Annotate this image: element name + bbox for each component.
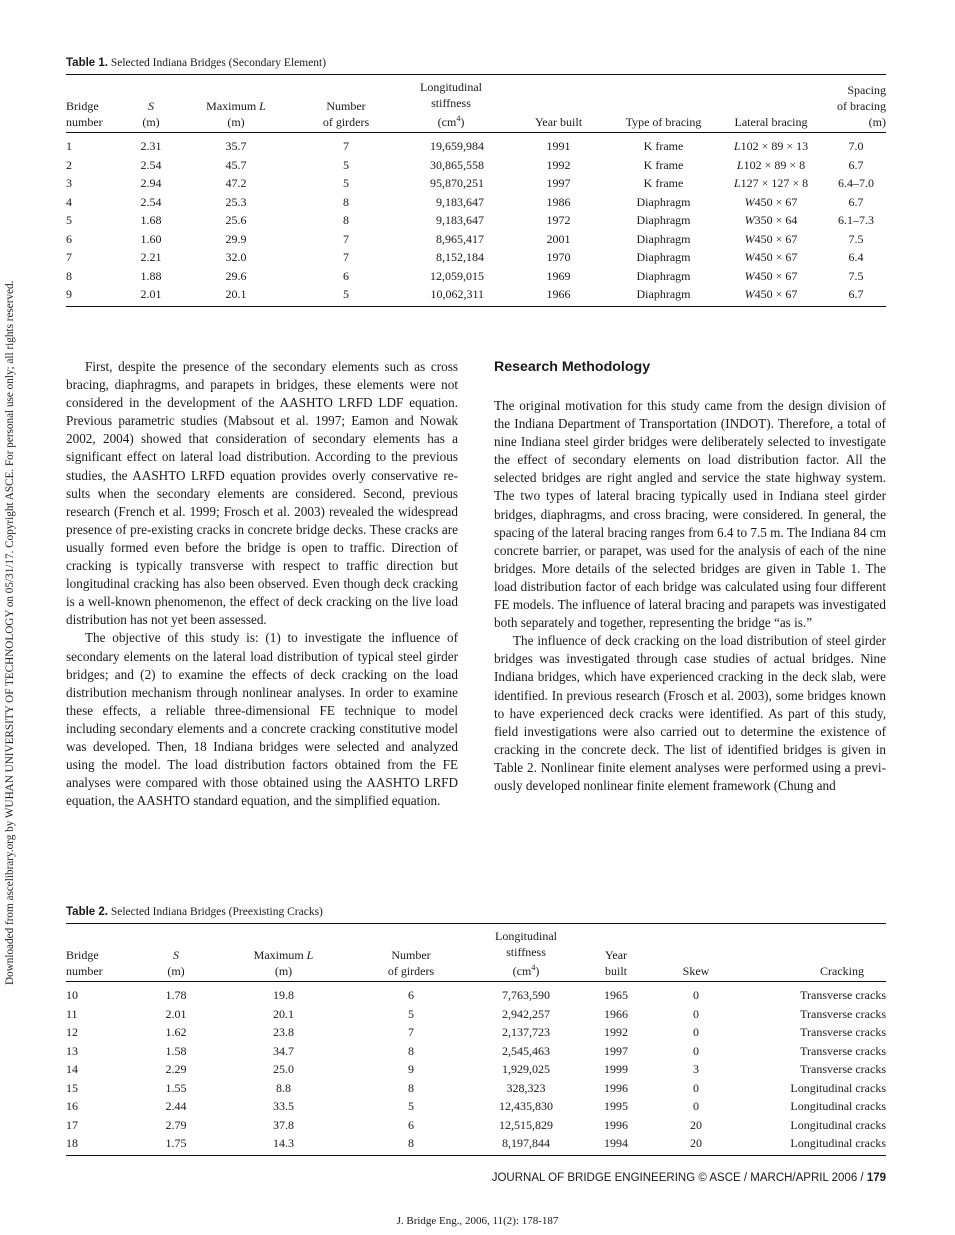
cell-max-l: 33.5 xyxy=(273,1099,294,1113)
paragraph: First, despite the presence of the secondary elements such as cross bracing, diaphragms, and parapets in bridges, these elements were not considered in the development of the AASHTO LRFD LDF equation. Previous parametric studies (Mabsout et al. 1997; Eamon and Nowak 2002, 2004) showed that consideration of secondary elements has a significant effect on lateral load distribution. According to the previous studies, the AASHTO LRFD equation provides overly conservative results when the secondary elements are considered. Second, previous research (French et al. 1999; Frosch et al. 2003) revealed the widespread presence of pre-existing cracks in concrete bridge decks. These cracks are usually formed even before the bridge is open to traffic. Direction of cracking is typically transverse with respect to traffic direction but longitudinal cracking has also been observed. Even though deck cracking is a well-known phenomenon, the effect of deck cracking on the live load distribution has not yet been assessed. xyxy=(66,359,458,628)
cell-cracking: Longitudinal cracks xyxy=(790,1136,886,1150)
table-row xyxy=(66,1079,886,1098)
cell-year-built: 1965 xyxy=(604,988,628,1002)
cell-girders: 8 xyxy=(343,213,349,227)
citation: J. Bridge Eng., 2006, 11(2): 178-187 xyxy=(396,1215,559,1227)
cell-year-built: 1995 xyxy=(604,1099,628,1113)
table-row xyxy=(66,267,886,286)
table-1 xyxy=(66,57,886,307)
section-prefix: L xyxy=(733,139,741,153)
table-row xyxy=(66,1042,886,1061)
table-row xyxy=(66,1097,886,1116)
cell-year-built: 1970 xyxy=(546,250,571,264)
cell-stiffness: 8,152,184 xyxy=(436,250,484,264)
section-prefix: W xyxy=(744,194,755,209)
cell-girders: 9 xyxy=(408,1062,414,1076)
table-1-grid xyxy=(66,74,886,307)
cell-stiffness: 8,197,844 xyxy=(502,1136,550,1150)
table-1-caption xyxy=(66,57,886,69)
cell-s: 2.54 xyxy=(140,194,162,209)
cell-max-l: 47.2 xyxy=(225,176,247,190)
cell-stiffness: 12,435,830 xyxy=(499,1099,553,1113)
header-cracking: Cracking xyxy=(820,964,864,978)
cell-year-built: 1966 xyxy=(546,287,571,301)
cell-bridge-number: 18 xyxy=(66,1136,78,1150)
cell-type-bracing: Diaphragm xyxy=(636,213,691,227)
running-footer xyxy=(380,1172,886,1184)
cell-skew: 0 xyxy=(693,1006,699,1021)
section-prefix: W xyxy=(744,250,755,264)
cell-s: 2.01 xyxy=(165,1006,187,1021)
cell-type-bracing: Diaphragm xyxy=(636,194,691,209)
header-max-l: Maximum L (m) xyxy=(206,99,266,129)
paragraph: The original motivation for this study came from the design division of the Indiana Department of Transportation (INDOT). Therefore, a total of nine Indiana steel girder bridges were deliberately selected to investigate the effect of secondary elements on load distribution factor. All the selected bridges are right angled and service the state highway system. The two types of lateral bracing typically used in Indiana steel girder bridges, diaphragms, and cross bracing, were considered. In general, the spacing of the lateral bracing ranges from 6.4 to 7.5 m. The Indiana 84 cm concrete barrier, or parapet, was used for the analysis of each of the nine bridges. More details of the selected bridges are given in Table 1. The load distribution factor of each bridge was calculated using four different FE models. The influence of lateral bracing and parapets was investigated both separately and together, representing the bridge “as is.” xyxy=(494,398,886,631)
cell-type-bracing: Diaphragm xyxy=(636,250,691,264)
cell-lateral-bracing xyxy=(716,133,826,156)
cell-s: 2.79 xyxy=(165,1117,187,1132)
cell-max-l: 37.8 xyxy=(273,1117,294,1132)
cell-max-l: 14.3 xyxy=(273,1136,294,1150)
right-column xyxy=(494,358,886,795)
table-row xyxy=(66,193,886,212)
header-stiffness: Longitudinal stiffness $(cm^4)$ xyxy=(420,80,482,129)
table-row xyxy=(66,1005,886,1024)
header-year-built: Year built xyxy=(604,948,628,978)
cell-girders: 6 xyxy=(408,1117,414,1132)
cell-girders: 6 xyxy=(408,988,414,1002)
header-max-l: Maximum L (m) xyxy=(253,948,314,978)
left-column xyxy=(66,358,458,810)
section-size: 450 × 67 xyxy=(754,194,798,209)
cell-stiffness: 12,515,829 xyxy=(499,1117,553,1132)
cell-s: 2.29 xyxy=(165,1062,187,1076)
header-girders: Number of girders xyxy=(387,948,435,978)
section-size: 350 × 64 xyxy=(754,213,798,227)
cell-year-built: 2001 xyxy=(546,231,571,246)
cell-year-built: 1991 xyxy=(546,139,571,153)
cell-spacing: 6.7 xyxy=(848,287,864,301)
cell-bridge-number: 2 xyxy=(66,157,72,172)
cell-type-bracing: Diaphragm xyxy=(636,231,691,246)
cell-bridge-number: 5 xyxy=(66,213,72,227)
cell-stiffness: 1,929,025 xyxy=(502,1062,550,1076)
header-spacing: Spacing of bracing (m) xyxy=(837,83,886,129)
page-number: 179 xyxy=(866,1172,886,1184)
section-size: 127 × 127 × 8 xyxy=(740,176,809,190)
cell-max-l: 34.7 xyxy=(273,1043,294,1058)
cell-skew: 20 xyxy=(690,1136,702,1150)
table-row xyxy=(66,1060,886,1079)
table-2-grid xyxy=(66,923,886,1156)
section-prefix: W xyxy=(744,287,755,301)
cell-bridge-number: 6 xyxy=(66,231,72,246)
paragraph: The influence of deck cracking on the load distribution of steel girder bridges was investigated through case studies of actual bridges. Nine Indiana bridges, which have experienced cracking in the deck slab, were identified. In previous research (Frosch et al. 2003), some bridges known to have experienced deck cracks were identified. As part of this study, field investigations were also carried out to determine the existence of cracking in the concrete deck. The list of identified bridges is given in Table 2. Nonlinear finite element analyses were performed using a previously developed nonlinear finite element framework (Chung and xyxy=(494,633,886,793)
table-row xyxy=(66,230,886,249)
table-row xyxy=(66,211,886,230)
cell-lateral-bracing xyxy=(716,285,826,306)
cell-spacing: 7.5 xyxy=(848,268,864,283)
table-row xyxy=(66,1134,886,1155)
section-size: 450 × 67 xyxy=(754,250,798,264)
cell-girders: 8 xyxy=(408,1080,414,1095)
cell-year-built: 1966 xyxy=(604,1006,628,1021)
cell-cracking: Transverse cracks xyxy=(800,988,886,1002)
cell-bridge-number: 3 xyxy=(66,176,72,190)
table-row xyxy=(66,174,886,193)
cell-bridge-number: 4 xyxy=(66,194,72,209)
cell-girders: 8 xyxy=(408,1043,414,1058)
table-row xyxy=(66,133,886,156)
cell-girders: 5 xyxy=(408,1006,414,1021)
section-prefix: W xyxy=(744,268,755,283)
cell-stiffness: 328,323 xyxy=(506,1080,546,1095)
cell-lateral-bracing xyxy=(716,193,826,212)
cell-cracking: Longitudinal cracks xyxy=(790,1080,886,1095)
section-prefix: W xyxy=(744,231,755,246)
table-header-row xyxy=(66,924,886,982)
cell-s: 1.60 xyxy=(140,231,162,246)
cell-max-l: 23.8 xyxy=(273,1025,294,1039)
cell-max-l: 25.3 xyxy=(225,194,247,209)
header-year-built: Year built xyxy=(534,115,583,129)
cell-lateral-bracing xyxy=(716,174,826,193)
table-row xyxy=(66,248,886,267)
cell-max-l: 32.0 xyxy=(225,250,247,264)
caption-label: Table 1. xyxy=(66,57,108,69)
cell-spacing: 7.5 xyxy=(848,231,864,246)
download-watermark xyxy=(2,20,18,990)
cell-cracking: Transverse cracks xyxy=(800,1043,886,1058)
section-prefix: L xyxy=(736,157,744,172)
cell-skew: 0 xyxy=(693,1099,699,1113)
cell-stiffness: 19,659,984 xyxy=(430,139,484,153)
header-bridge-number: Bridge number xyxy=(66,99,103,129)
cell-stiffness: 9,183,647 xyxy=(436,213,484,227)
cell-girders: 7 xyxy=(343,139,349,153)
cell-cracking: Transverse cracks xyxy=(800,1062,886,1076)
cell-spacing: 6.1–7.3 xyxy=(838,213,874,227)
cell-bridge-number: 8 xyxy=(66,268,72,283)
cell-bridge-number: 13 xyxy=(66,1043,78,1058)
cell-type-bracing: K frame xyxy=(643,139,684,153)
section-prefix: L xyxy=(733,176,741,190)
cell-lateral-bracing xyxy=(716,211,826,230)
cell-girders: 7 xyxy=(408,1025,414,1039)
cell-lateral-bracing xyxy=(716,156,826,175)
cell-girders: 6 xyxy=(343,268,349,283)
watermark-text: Downloaded from ascelibrary.org by WUHAN UNIVERSITY OF TECHNOLOGY on 05/31/17. Copyright ASCE. For personal use only; all rights reserved. xyxy=(4,280,16,985)
cell-skew: 0 xyxy=(693,1043,699,1058)
cell-max-l: 20.1 xyxy=(273,1006,294,1021)
cell-stiffness: 8,965,417 xyxy=(436,231,484,246)
header-s: S (m) xyxy=(167,948,185,978)
header-stiffness: Longitudinal stiffness $(cm^4)$ xyxy=(495,929,557,978)
cell-girders: 5 xyxy=(343,176,349,190)
cell-year-built: 1972 xyxy=(546,213,571,227)
cell-s: 1.78 xyxy=(165,988,187,1002)
cell-max-l: 45.7 xyxy=(225,157,247,172)
cell-spacing: 6.4–7.0 xyxy=(838,176,874,190)
section-heading: Research Methodology xyxy=(494,359,651,375)
cell-girders: 5 xyxy=(408,1099,414,1113)
cell-stiffness: 12,059,015 xyxy=(430,268,484,283)
caption-text: Selected Indiana Bridges (Preexisting Cracks) xyxy=(110,906,323,918)
cell-s: 1.88 xyxy=(140,268,162,283)
cell-max-l: 29.9 xyxy=(225,231,247,246)
cell-s: 2.31 xyxy=(140,139,162,153)
cell-bridge-number: 12 xyxy=(66,1025,78,1039)
cell-max-l: 19.8 xyxy=(273,988,294,1002)
cell-girders: 5 xyxy=(343,157,349,172)
cell-s: 2.54 xyxy=(140,157,162,172)
cell-spacing: 6.7 xyxy=(848,157,864,172)
paragraph: The objective of this study is: (1) to investigate the influence of secondary elements on the lateral load distribution of typical steel girder bridges; and (2) to examine the effects of deck cracking on the load distribution mechanism through nonlinear analyses. In order to examine these effects, a reliable three-dimensional FE technique to model including secondary elements and a concrete cracking constitutive model was developed. Then, 18 Indiana bridges were selected and analyzed using the model. The load distribution factors obtained from the FE analyses were compared with those obtained using the AASHTO LRFD equation, the AASHTO standard equation, and the simplified equation. xyxy=(66,630,458,809)
cell-skew: 0 xyxy=(693,988,699,1002)
cell-type-bracing: K frame xyxy=(643,157,684,172)
caption-text: Selected Indiana Bridges (Secondary Element) xyxy=(110,57,327,69)
table-row xyxy=(66,285,886,306)
cell-girders: 8 xyxy=(408,1136,414,1150)
cell-s: 2.01 xyxy=(140,287,162,301)
cell-stiffness: 2,545,463 xyxy=(502,1043,550,1058)
header-bridge-number: Bridge number xyxy=(66,948,103,978)
cell-spacing: 6.7 xyxy=(848,194,864,209)
cell-bridge-number: 10 xyxy=(66,988,78,1002)
cell-year-built: 1997 xyxy=(546,176,571,190)
caption-label: Table 2. xyxy=(66,906,108,918)
journal-info: JOURNAL OF BRIDGE ENGINEERING © ASCE / MARCH/APRIL 2006 / xyxy=(491,1172,867,1184)
table-row xyxy=(66,1116,886,1135)
cell-girders: 5 xyxy=(343,287,349,301)
cell-stiffness: 2,942,257 xyxy=(502,1006,550,1021)
cell-year-built: 1996 xyxy=(604,1080,628,1095)
cell-skew: 3 xyxy=(693,1062,699,1076)
header-lateral-bracing: Lateral bracing xyxy=(734,115,808,129)
header-s: S (m) xyxy=(142,99,160,129)
table-2 xyxy=(66,906,886,1156)
cell-max-l: 20.1 xyxy=(225,287,247,301)
cell-bridge-number: 1 xyxy=(66,139,72,153)
cell-bridge-number: 15 xyxy=(66,1080,78,1095)
section-size: 450 × 67 xyxy=(754,287,798,301)
cell-stiffness: 9,183,647 xyxy=(436,194,484,209)
cell-s: 1.58 xyxy=(165,1043,187,1058)
cell-max-l: 25.0 xyxy=(273,1062,294,1076)
cell-stiffness: 95,870,251 xyxy=(430,176,484,190)
cell-cracking: Longitudinal cracks xyxy=(790,1099,886,1113)
cell-bridge-number: 7 xyxy=(66,250,72,264)
cell-bridge-number: 9 xyxy=(66,287,72,301)
cell-stiffness: 7,763,590 xyxy=(502,988,550,1002)
cell-max-l: 25.6 xyxy=(225,213,247,227)
cell-cracking: Transverse cracks xyxy=(800,1006,886,1021)
cell-type-bracing: Diaphragm xyxy=(636,287,691,301)
cell-year-built: 1997 xyxy=(604,1043,628,1058)
cell-s: 1.68 xyxy=(140,213,162,227)
cell-bridge-number: 16 xyxy=(66,1099,78,1113)
cell-cracking: Longitudinal cracks xyxy=(790,1117,886,1132)
section-size: 102 × 89 × 13 xyxy=(740,139,809,153)
cell-s: 1.75 xyxy=(165,1136,187,1150)
cell-lateral-bracing xyxy=(716,267,826,286)
cell-girders: 8 xyxy=(343,194,349,209)
section-prefix: W xyxy=(744,213,755,227)
table-row xyxy=(66,156,886,175)
cell-s: 2.94 xyxy=(140,176,162,190)
section-size: 450 × 67 xyxy=(754,231,798,246)
cell-cracking: Transverse cracks xyxy=(800,1025,886,1039)
cell-year-built: 1969 xyxy=(546,268,571,283)
cell-s: 2.44 xyxy=(165,1099,187,1113)
cell-year-built: 1996 xyxy=(604,1117,628,1132)
cell-bridge-number: 11 xyxy=(66,1006,78,1021)
cell-skew: 0 xyxy=(693,1080,699,1095)
cell-s: 2.21 xyxy=(140,250,162,264)
cell-stiffness: 30,865,558 xyxy=(430,157,484,172)
cell-s: 1.55 xyxy=(165,1080,187,1095)
cell-year-built: 1994 xyxy=(604,1136,628,1150)
cell-s: 1.62 xyxy=(165,1025,187,1039)
section-size: 102 × 89 × 8 xyxy=(743,157,806,172)
cell-spacing: 7.0 xyxy=(848,139,864,153)
cell-spacing: 6.4 xyxy=(848,250,864,264)
cell-stiffness: 2,137,723 xyxy=(502,1025,550,1039)
header-girders: Number of girders xyxy=(322,99,370,129)
table-row xyxy=(66,982,886,1005)
cell-max-l: 35.7 xyxy=(225,139,247,153)
table-row xyxy=(66,1023,886,1042)
header-type-bracing: Type of bracing xyxy=(625,115,702,129)
cell-year-built: 1992 xyxy=(604,1025,628,1039)
table-header-row xyxy=(66,75,886,133)
cell-year-built: 1999 xyxy=(604,1062,628,1076)
cell-bridge-number: 14 xyxy=(66,1062,78,1076)
section-size: 450 × 67 xyxy=(754,268,798,283)
cell-girders: 7 xyxy=(343,250,349,264)
cell-lateral-bracing xyxy=(716,230,826,249)
cell-stiffness: 10,062,311 xyxy=(430,287,484,301)
cell-lateral-bracing xyxy=(716,248,826,267)
cell-type-bracing: Diaphragm xyxy=(636,268,691,283)
header-skew: Skew xyxy=(682,964,710,978)
cell-max-l: 8.8 xyxy=(276,1080,291,1095)
cell-type-bracing: K frame xyxy=(643,176,684,190)
table-2-caption xyxy=(66,906,886,918)
cell-year-built: 1992 xyxy=(546,157,571,172)
cell-girders: 7 xyxy=(343,231,349,246)
cell-skew: 0 xyxy=(693,1025,699,1039)
cell-bridge-number: 17 xyxy=(66,1117,78,1132)
cell-year-built: 1986 xyxy=(546,194,571,209)
cell-skew: 20 xyxy=(690,1117,702,1132)
cell-max-l: 29.6 xyxy=(225,268,247,283)
